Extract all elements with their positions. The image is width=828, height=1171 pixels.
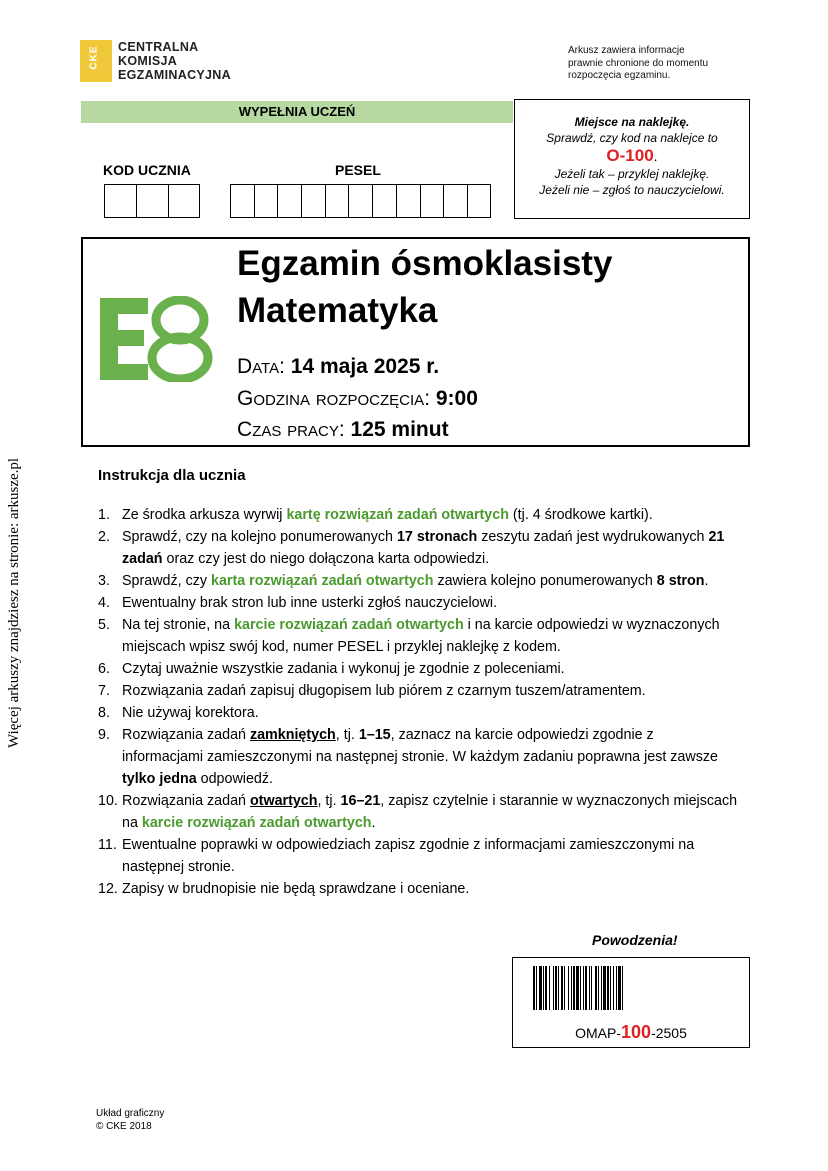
instruction-item bbox=[98, 724, 738, 790]
instruction-item bbox=[98, 680, 738, 702]
instruction-item bbox=[98, 834, 738, 878]
instruction-number: 9. bbox=[98, 727, 110, 743]
pesel-digit-box[interactable] bbox=[443, 184, 467, 218]
good-luck-text: Powodzenia! bbox=[592, 932, 678, 948]
instruction-text: Rozwiązania zadań otwartych, tj. 16–21, zapisz czytelnie i starannie w wyznaczonych miejscach na karcie rozwiązań zadań otwartych. bbox=[122, 793, 738, 831]
instruction-item bbox=[98, 504, 738, 526]
student-code-label: KOD UCZNIA bbox=[103, 162, 191, 178]
instruction-number: 7. bbox=[98, 683, 110, 699]
student-section-header: WYPEŁNIA UCZEŃ bbox=[81, 101, 513, 123]
instruction-text: Ewentualny brak stron lub inne usterki zgłoś nauczycielowi. bbox=[122, 595, 498, 611]
instruction-item bbox=[98, 878, 738, 900]
cke-logo-mark: CKE bbox=[80, 40, 112, 82]
pesel-digit-box[interactable] bbox=[254, 184, 278, 218]
instruction-number: 3. bbox=[98, 573, 110, 589]
instruction-text: Nie używaj korektora. bbox=[122, 705, 259, 721]
pesel-digit-box[interactable] bbox=[277, 184, 301, 218]
instruction-item bbox=[98, 658, 738, 680]
exam-duration: Czas pracy: 125 minut bbox=[237, 418, 449, 441]
legal-notice: Arkusz zawiera informacje prawnie chronione do momentu rozpoczęcia egzaminu. bbox=[568, 45, 709, 81]
pesel-digit-box[interactable] bbox=[348, 184, 372, 218]
instructions-list bbox=[98, 504, 738, 900]
barcode-code: OMAP-100-2505 bbox=[575, 1022, 687, 1042]
code-digit-box[interactable] bbox=[104, 184, 136, 218]
instructions-title: Instrukcja dla ucznia bbox=[98, 467, 246, 484]
code-digit-box[interactable] bbox=[168, 184, 200, 218]
pesel-digit-box[interactable] bbox=[372, 184, 396, 218]
side-watermark-text: Więcej arkuszy znajdziesz na stronie: arkusze.pl bbox=[6, 457, 22, 748]
instruction-number: 12. bbox=[98, 881, 118, 897]
pesel-digit-box[interactable] bbox=[230, 184, 254, 218]
instruction-item bbox=[98, 592, 738, 614]
instruction-item bbox=[98, 790, 738, 834]
pesel-digit-box[interactable] bbox=[325, 184, 349, 218]
instruction-number: 5. bbox=[98, 617, 110, 633]
instruction-item bbox=[98, 570, 738, 592]
code-digit-box[interactable] bbox=[136, 184, 168, 218]
sticker-area: Miejsce na naklejkę. Sprawdź, czy kod na naklejce to O-100. Jeżeli tak – przyklej naklejkę. Jeżeli nie – zgłoś to nauczycielowi. bbox=[514, 99, 750, 219]
instruction-number: 11. bbox=[98, 837, 117, 853]
exam-start-time: Godzina rozpoczęcia: 9:00 bbox=[237, 387, 478, 410]
pesel-label: PESEL bbox=[335, 162, 381, 178]
instruction-number: 1. bbox=[98, 507, 110, 523]
e8-logo-icon bbox=[98, 296, 214, 387]
instruction-item bbox=[98, 614, 738, 658]
instruction-item bbox=[98, 526, 738, 570]
instruction-number: 8. bbox=[98, 705, 110, 721]
pesel-field[interactable] bbox=[230, 184, 491, 218]
pesel-digit-box[interactable] bbox=[467, 184, 491, 218]
instruction-number: 6. bbox=[98, 661, 110, 677]
instruction-text: Sprawdź, czy na kolejno ponumerowanych 17 stronach zeszytu zadań jest wydrukowanych 21 zadań oraz czy jest do niego dołączona karta odpowiedzi. bbox=[122, 529, 725, 567]
exam-date: Data: 14 maja 2025 r. bbox=[237, 355, 440, 378]
exam-subject: Matematyka bbox=[237, 291, 438, 330]
exam-title: Egzamin ósmoklasisty bbox=[237, 244, 613, 283]
pesel-digit-box[interactable] bbox=[396, 184, 420, 218]
instruction-text: Rozwiązania zadań zamkniętych, tj. 1–15, zaznacz na karcie odpowiedzi zgodnie z informacjami zamieszczonymi na następnej stronie. W każdym zadaniu poprawna jest zawsze tylko jedna odpowiedź. bbox=[122, 727, 718, 787]
sticker-code: O-100 bbox=[606, 146, 654, 165]
pesel-digit-box[interactable] bbox=[301, 184, 325, 218]
cke-logo bbox=[80, 40, 231, 82]
student-code-field[interactable] bbox=[104, 184, 200, 218]
instruction-text: Sprawdź, czy karta rozwiązań zadań otwartych zawiera kolejno ponumerowanych 8 stron. bbox=[122, 573, 709, 589]
instruction-number: 4. bbox=[98, 595, 110, 611]
instruction-text: Czytaj uważnie wszystkie zadania i wykonuj je zgodnie z poleceniami. bbox=[122, 661, 565, 677]
instruction-text: Na tej stronie, na karcie rozwiązań zadań otwartych i na karcie odpowiedzi w wyznaczonych miejscach wpisz swój kod, numer PESEL i przyklej naklejkę z kodem. bbox=[122, 617, 720, 655]
instruction-number: 10. bbox=[98, 793, 118, 809]
instruction-text: Rozwiązania zadań zapisuj długopisem lub piórem z czarnym tuszem/atramentem. bbox=[122, 683, 646, 699]
instruction-number: 2. bbox=[98, 529, 110, 545]
instruction-text: Ewentualne poprawki w odpowiedziach zapisz zgodnie z informacjami zamieszczonymi na następnej stronie. bbox=[122, 837, 695, 875]
cke-logo-text: CENTRALNA KOMISJA EGZAMINACYJNA bbox=[118, 40, 231, 82]
barcode-icon bbox=[533, 966, 729, 1010]
layout-credit: Układ graficzny © CKE 2018 bbox=[96, 1108, 165, 1132]
instruction-item bbox=[98, 702, 738, 724]
instruction-text: Zapisy w brudnopisie nie będą sprawdzane i oceniane. bbox=[122, 881, 470, 897]
instruction-text: Ze środka arkusza wyrwij kartę rozwiązań zadań otwartych (tj. 4 środkowe kartki). bbox=[122, 507, 653, 523]
pesel-digit-box[interactable] bbox=[420, 184, 444, 218]
